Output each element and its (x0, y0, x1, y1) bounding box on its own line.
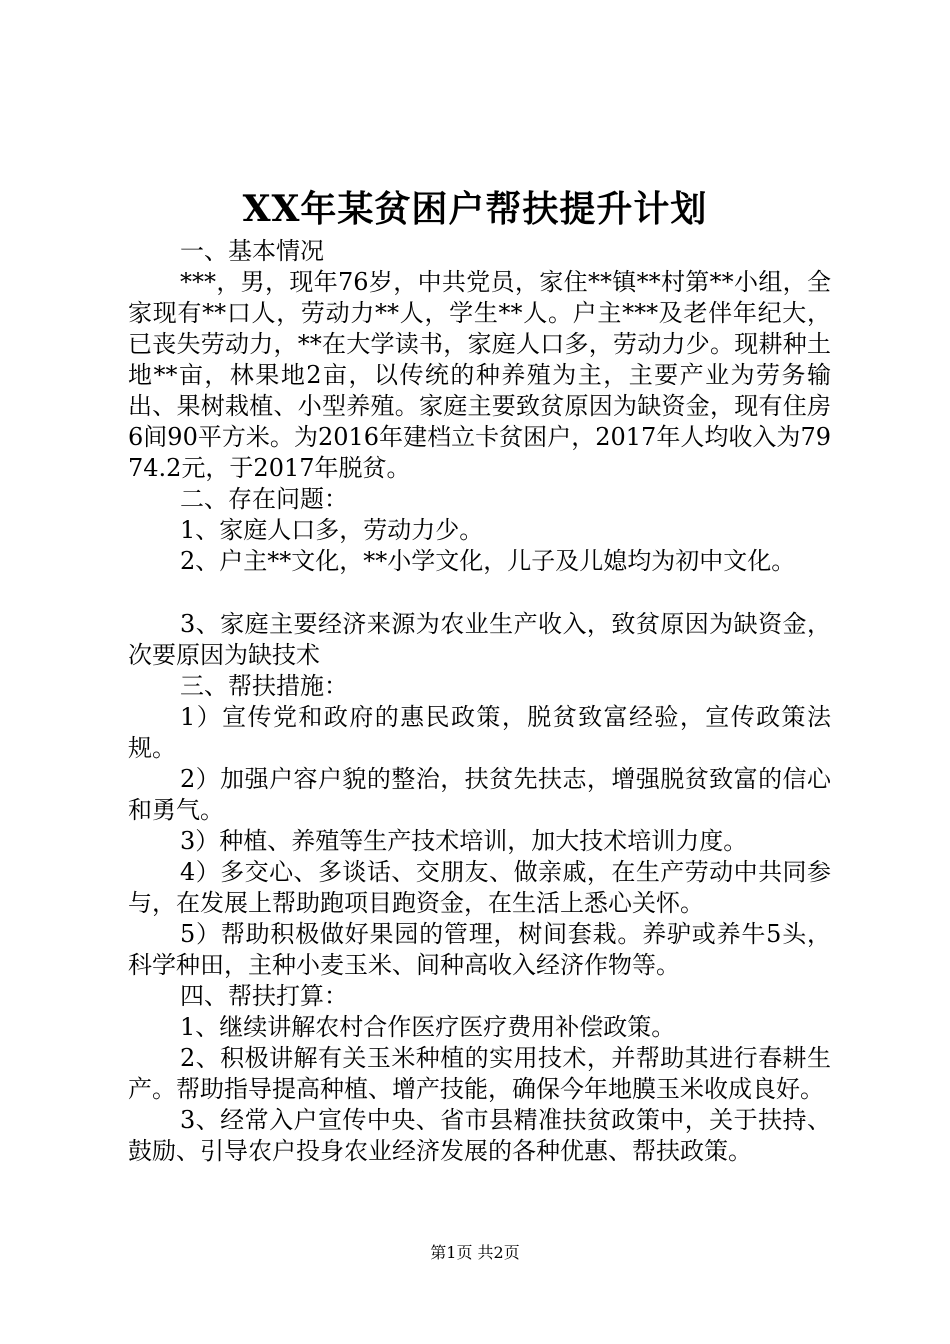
section-heading-problems: 二、存在问题： (180, 485, 348, 513)
plan-item-3: 3、经常入户宣传中央、省市县精准扶贫政策中，关于扶持、鼓励、引导农户投身农业经济发展的各种优惠、帮扶政策。 (128, 1106, 831, 1165)
section-heading-basic-info: 一、基本情况 (180, 237, 324, 265)
section-heading-measures: 三、帮扶措施： (180, 672, 348, 700)
measure-item-5: 5）帮助积极做好果园的管理，树间套栽。养驴或养牛5头，科学种田，主种小麦玉米、间种高收入经济作物等。 (128, 920, 831, 979)
problem-item-2: 2、户主**文化，**小学文化，儿子及儿媳均为初中文化。 (180, 547, 796, 575)
plan-item-1: 1、继续讲解农村合作医疗医疗费用补偿政策。 (180, 1013, 676, 1041)
paragraph-basic-info: ***，男，现年76岁，中共党员，家住**镇**村第**小组，全家现有**口人，劳动力**人，学生**人。户主***及老伴年纪大，已丧失劳动力，**在大学读书，家庭人口多，劳动力少。现耕种土地**亩，林果地2亩，以传统的种养殖为主，主要产业为劳务输出、果树栽植、小型养殖。家庭主要致贫原因为缺资金，现有住房6间90平方米。为2016年建档立卡贫困户，2017年人均收入为7974.2元，于2017年脱贫。 (128, 268, 831, 482)
measure-item-1: 1）宣传党和政府的惠民政策，脱贫致富经验，宣传政策法规。 (128, 703, 831, 762)
plan-item-2: 2、积极讲解有关玉米种植的实用技术，并帮助其进行春耕生产。帮助指导提高种植、增产技能，确保今年地膜玉米收成良好。 (128, 1044, 831, 1103)
measure-item-3: 3）种植、养殖等生产技术培训，加大技术培训力度。 (180, 827, 748, 855)
measure-item-2: 2）加强户容户貌的整治，扶贫先扶志，增强脱贫致富的信心和勇气。 (128, 765, 831, 824)
problem-item-1: 1、家庭人口多，劳动力少。 (180, 516, 484, 544)
document-title: XX年某贫困户帮扶提升计划 (242, 188, 708, 230)
section-heading-plans: 四、帮扶打算： (180, 982, 348, 1010)
page-number-footer: 第1页 共2页 (430, 1243, 520, 1262)
measure-item-4: 4）多交心、多谈话、交朋友、做亲戚，在生产劳动中共同参与，在发展上帮助跑项目跑资金，在生活上悉心关怀。 (128, 858, 831, 917)
problem-item-3: 3、家庭主要经济来源为农业生产收入，致贫原因为缺资金，次要原因为缺技术 (128, 610, 831, 669)
document-body (128, 236, 831, 1167)
